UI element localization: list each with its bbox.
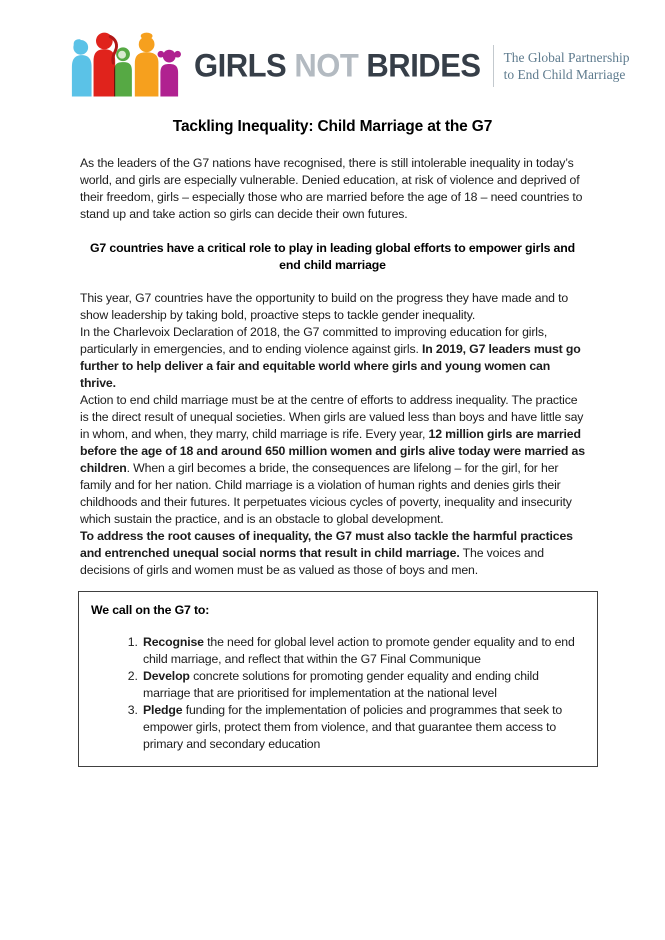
wordmark-brides: BRIDES [366, 47, 481, 84]
girl-orange-figure [135, 33, 159, 97]
paragraph-action: Action to end child marriage must be at the centre of efforts to address inequality. The practice is the direct result of unequal societies. When girls are valued less than boys and have little say in whom, and when, they marry, child marriage is rife. Every year, 12 million girls are married before the age of 18 and around 650 million women and girls alive today were married as children. When a girl becomes a bride, the consequences are lifelong – for the girl, for her family and for her nation. Child marriage is a violation of human rights and denies girls their childhoods and their futures. It perpetuates vicious cycles of poverty, inequality and insecurity which sustain the practice, and is an obstacle to global development. [80, 393, 585, 526]
wordmark-girls: GIRLS [194, 47, 287, 84]
callout-item-develop: 2. Develop concrete solutions for promoting gender equality and ending child marriage that are prioritised for implementation at the national level [141, 668, 583, 702]
tagline-line-2: to End Child Marriage [503, 67, 626, 82]
logo-wordmark [194, 29, 481, 103]
logo [66, 30, 630, 102]
paragraph-intro: As the leaders of the G7 nations have recognised, there is still intolerable inequality in today’s world, and girls are especially vulnerable. Denied education, at risk of violence and deprived of their freedom, girls – especially those who are married before the age of 18 – need countries to stand up and take action so girls can decide their own futures. [80, 156, 583, 221]
section-subheading: G7 countries have a critical role to play in leading global efforts to empower girls and end child marriage [90, 241, 575, 272]
girl-green-figure [114, 47, 132, 96]
callout-heading: We call on the G7 to: [91, 603, 210, 617]
callout-item-recognise: 1. Recognise the need for global level action to promote gender equality and to end child marriage, and reflect that within the G7 Final Communique [141, 634, 583, 668]
logo-divider [493, 45, 494, 87]
callout-item-pledge: 3. Pledge funding for the implementation of policies and programmes that seek to empower girls, protect them from violence, and that guarantee them access to primary and secondary education [141, 702, 583, 753]
callout-list [91, 634, 583, 753]
paragraph-this-year: This year, G7 countries have the opportunity to build on the progress they have made and to show leadership by taking bold, proactive steps to tackle gender inequality. [80, 291, 569, 322]
document-title: Tackling Inequality: Child Marriage at the G7 [172, 118, 493, 135]
document-body [80, 117, 585, 767]
girl-magenta-figure [158, 50, 181, 97]
paragraph-charlevoix: In the Charlevoix Declaration of 2018, the G7 committed to improving education for girls, particularly in emergencies, and to ending violence against girls. In 2019, G7 leaders must go further to help deliver a fair and equitable world where girls and young women can thrive. [80, 325, 581, 390]
girls-not-brides-logo-icon [66, 31, 184, 101]
paragraph-root-causes: To address the root causes of inequality, the G7 must also tackle the harmful practices and entrenched unequal social norms that result in child marriage. The voices and decisions of girls and women must be as valued as those of boys and men. [80, 529, 573, 577]
call-to-action-box [78, 591, 598, 767]
logo-tagline [504, 49, 630, 83]
wordmark-not: NOT [294, 47, 359, 84]
girl-red-figure [94, 33, 117, 97]
tagline-line-1: The Global Partnership [503, 50, 630, 65]
girl-blue-figure [72, 39, 92, 96]
